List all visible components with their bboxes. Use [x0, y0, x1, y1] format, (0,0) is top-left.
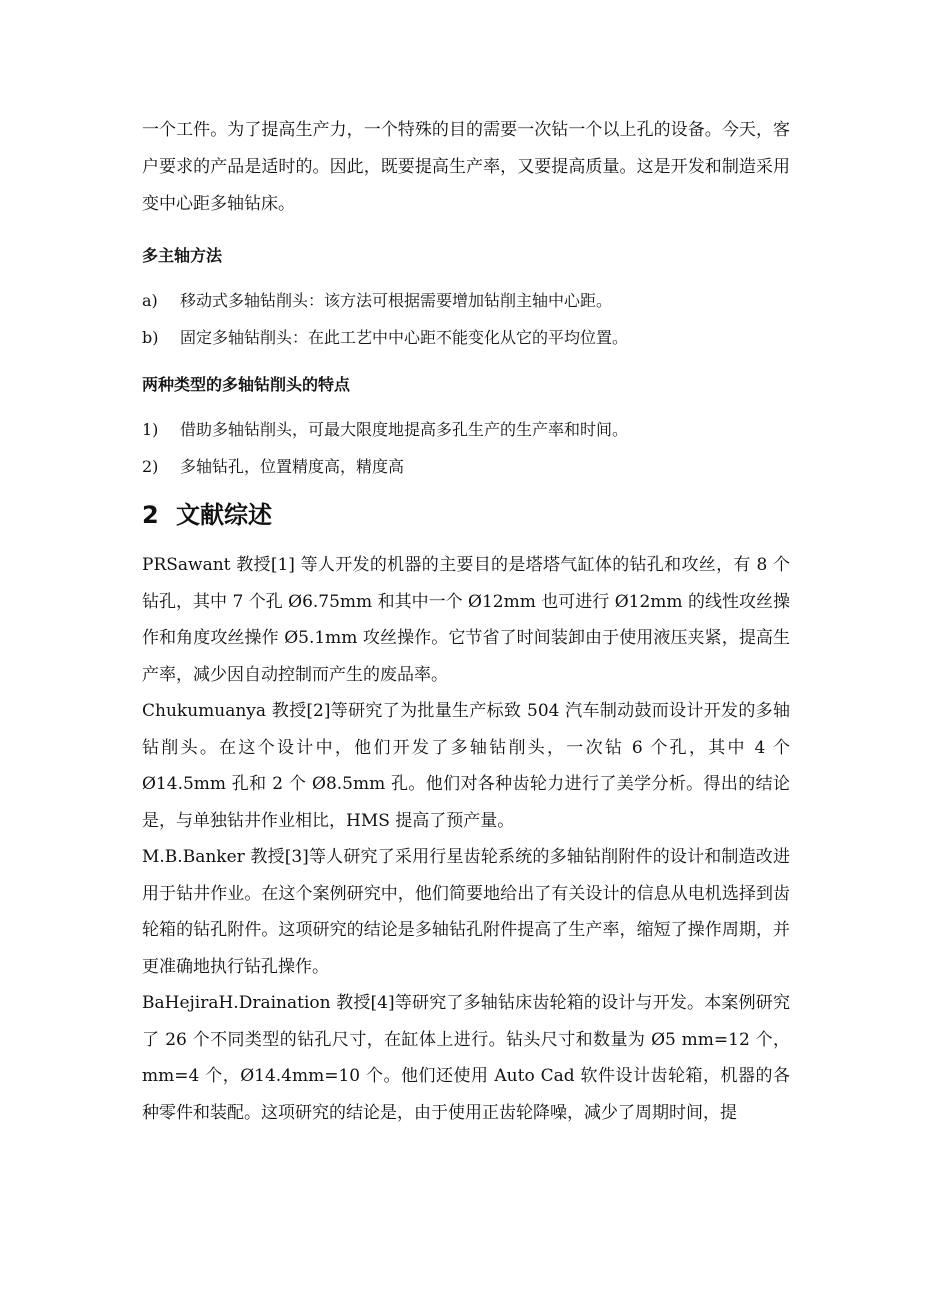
list-marker: 1)	[142, 420, 159, 439]
list-marker: 2)	[142, 457, 159, 476]
list-item	[142, 448, 790, 485]
list-item	[142, 411, 790, 448]
features-list	[142, 411, 790, 485]
section-title: 文献综述	[176, 501, 272, 529]
intro-paragraph: 一个工件。为了提高生产力，一个特殊的目的需要一次钻一个以上孔的设备。今天，客户要求的产品是适时的。因此，既要提高生产率，又要提高质量。这是开发和制造采用变中心距多轴钻床。	[142, 120, 790, 214]
literature-paragraph: PRSawant 教授[1] 等人开发的机器的主要目的是塔塔气缸体的钻孔和攻丝，有 8 个钻孔，其中 7 个孔 Ø6.75mm 和其中一个 Ø12mm 也可进行 Ø12mm 的线性攻丝操作和角度攻丝操作 Ø5.1mm 攻丝操作。它节省了时间装卸由于使用液压夹紧，提高生产率，减少因自动控制而产生的废品率。	[142, 555, 790, 685]
list-item-text: 多轴钻孔，位置精度高，精度高	[180, 457, 405, 476]
list-item	[142, 282, 790, 319]
literature-review	[142, 547, 790, 1131]
list-item-text: 固定多轴钻削头：在此工艺中中心距不能变化从它的平均位置。	[180, 328, 629, 347]
section-number: 2	[142, 501, 159, 529]
literature-paragraph: BaHejiraH.Draination 教授[4]等研究了多轴钻床齿轮箱的设计与开发。本案例研究了 26 个不同类型的钻孔尺寸，在缸体上进行。钻头尺寸和数量为 Ø5 mm=12 个，mm=4 个，Ø14.4mm=10 个。他们还使用 Auto Cad 软件设计齿轮箱，机器的各种零件和装配。这项研究的结论是，由于使用正齿轮降噪，减少了周期时间，提	[142, 993, 790, 1123]
list-marker: a)	[142, 291, 158, 310]
methods-heading: 多主轴方法	[142, 246, 223, 265]
list-item-text: 移动式多轴钻削头：该方法可根据需要增加钻削主轴中心距。	[180, 291, 613, 310]
document-page	[142, 112, 790, 1131]
literature-paragraph: Chukumuanya 教授[2]等研究了为批量生产标致 504 汽车制动鼓而设计开发的多轴钻削头。在这个设计中，他们开发了多轴钻削头，一次钻 6 个孔，其中 4 个 Ø14.5mm 孔和 2 个 Ø8.5mm 孔。他们对各种齿轮力进行了美学分析。得出的结论是，与单独钻井作业相比，HMS 提高了预产量。	[142, 701, 790, 831]
list-item	[142, 319, 790, 356]
features-heading: 两种类型的多轴钻削头的特点	[142, 375, 351, 394]
list-marker: b)	[142, 328, 159, 347]
section-heading	[142, 491, 790, 539]
literature-paragraph: M.B.Banker 教授[3]等人研究了采用行星齿轮系统的多轴钻削附件的设计和制造改进用于钻井作业。在这个案例研究中，他们简要地给出了有关设计的信息从电机选择到齿轮箱的钻孔附件。这项研究的结论是多轴钻孔附件提高了生产率，缩短了操作周期，并更准确地执行钻孔操作。	[142, 847, 790, 977]
list-item-text: 借助多轴钻削头，可最大限度地提高多孔生产的生产率和时间。	[180, 420, 629, 439]
methods-list	[142, 282, 790, 356]
